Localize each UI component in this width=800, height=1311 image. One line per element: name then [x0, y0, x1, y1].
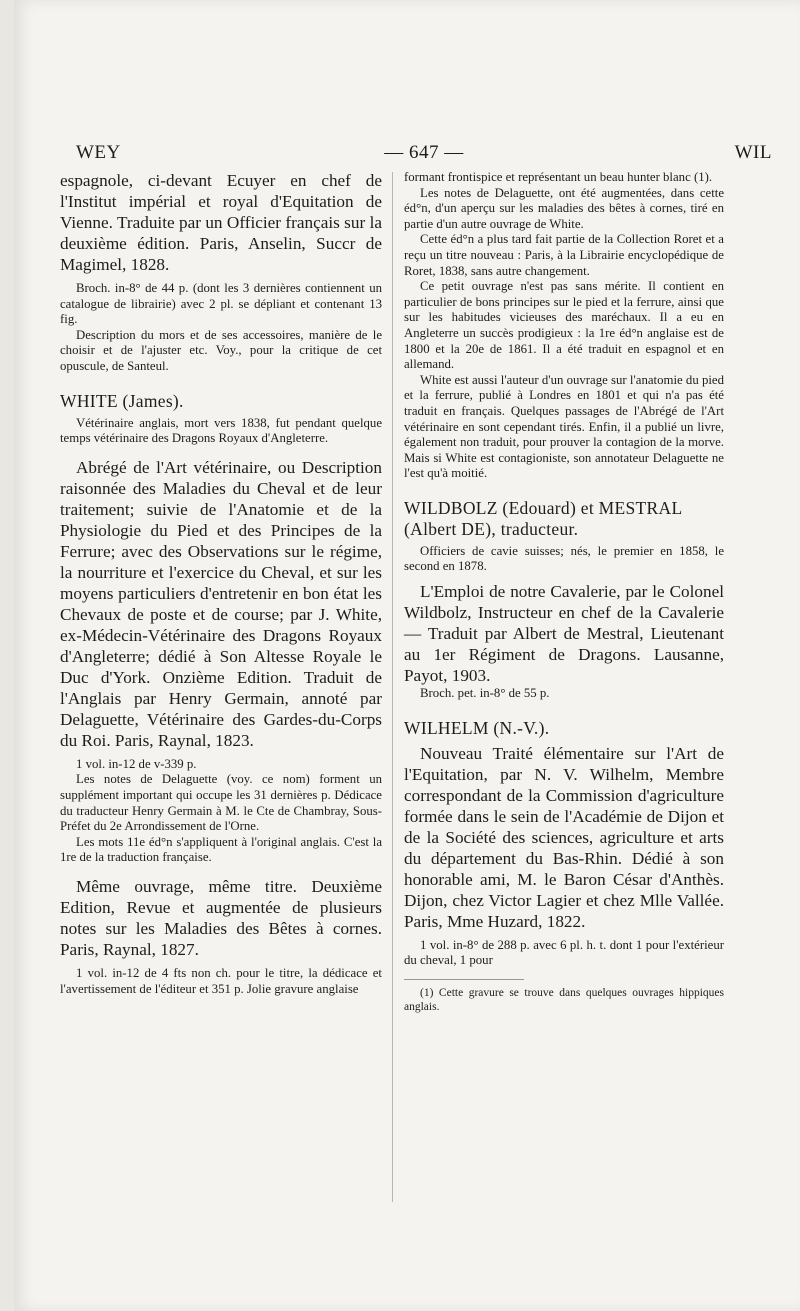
white-notes: Les notes de Delaguette (voy. ce nom) forment un supplément important qui occupe les 31 dernières p. Dédicace du traducteur Henry Germain à M. le Cte de Chambray, Sous-Préfet du 2e Arrondissement de l'Orne.	[60, 772, 382, 834]
footnote-rule	[404, 979, 524, 980]
meme-volume: 1 vol. in-12 de 4 fts non ch. pour le titre, la dédicace et l'avertissement de l'éditeur et 351 p. Jolie gravure anglaise	[60, 965, 382, 996]
notes-delaguette: Les notes de Delaguette, ont été augmentées, dans cette éd°n, d'un aperçu sur les maladies des bêtes à cornes, tiré en partie d'un autre ouvrage de White.	[404, 185, 724, 231]
notes-roret: Cette éd°n a plus tard fait partie de la Collection Roret et a reçu un titre nouveau : Paris, à la Librairie encyclopédique de Roret, 1838, sans autre changement.	[404, 232, 724, 278]
column-divider	[392, 172, 393, 1202]
right-column	[404, 170, 724, 1014]
footnote: (1) Cette gravure se trouve dans quelques ouvrages hippiques anglais.	[404, 986, 724, 1013]
wilhelm-heading: WILHELM (N.-V.).	[404, 717, 550, 738]
white-title: Abrégé de l'Art vétérinaire, ou Description raisonnée des Maladies du Cheval et de leur traitement; suivie de l'Anatomie et de la Physiologie du Pied et des Principes de la Ferrure; avec des Observations sur le régime, la nourriture et l'exercice du Cheval, et sur les moyens particuliers d'entretenir en bon état les Chevaux de poste et de course; par J. White, ex-Médecin-Vétérinaire des Dragons Royaux d'Angleterre; dédié à Son Altesse Royale le Duc d'York. Onzième Edition. Traduit de l'Anglais par Henry Germain, annoté par Delaguette, Vétérinaire des Gardes-du-Corps du Roi. Paris, Raynal, 1823.	[60, 457, 382, 750]
white-heading: WHITE (James).	[60, 390, 184, 411]
header-left: WEY	[76, 142, 121, 163]
continuation: formant frontispice et représentant un beau hunter blanc (1).	[404, 170, 713, 184]
white-volume: 1 vol. in-12 de v-339 p.	[76, 756, 197, 771]
wilhelm-volume: 1 vol. in-8° de 288 p. avec 6 pl. h. t. dont 1 pour l'extérieur du cheval, 1 pour	[404, 937, 724, 968]
wildbolz-bio: Officiers de cavie suisses; nés, le premier en 1858, le second en 1878.	[404, 543, 724, 574]
book-page	[14, 0, 800, 1311]
notes-merite: Ce petit ouvrage n'est pas sans mérite. Il contient en particulier de bons principes sur le pied et la ferrure, ainsi que sur les habitudes vicieuses des maréchaux. Il a eu en Angleterre un succès prodigieux : la 1re éd°n anglaise est de 1800 et la 20e de 1861. Il a été traduit en espagnol et en allemand.	[404, 279, 724, 372]
weyrother-entry-end: espagnole, ci-devant Ecuyer en chef de l'Institut impérial et royal d'Equitation de Vienne. Traduite par un Officier français sur la deuxième édition. Paris, Anselin, Succr de Magimel, 1828.	[60, 171, 382, 274]
wildbolz-broch: Broch. pet. in-8° de 55 p.	[420, 686, 550, 701]
wildbolz-heading: WILDBOLZ (Edouard) et MESTRAL (Albert DE), traducteur.	[404, 497, 682, 539]
left-column	[60, 170, 382, 997]
weyrother-broch: Broch. in-8° de 44 p. (dont les 3 dernières contiennent un catalogue de librairie) avec 2 pl. se dépliant et contenant 13 fig.	[60, 281, 382, 327]
notes-white-author: White est aussi l'auteur d'un ouvrage sur l'anatomie du pied et la ferrure, publié à Londres en 1801 et qui n'a pas été traduit en français. Quelques passages de l'Abrégé de l'Art vétérinaire en sont cependant tirés. Enfin, il a publié un livre, également non traduit, pour prouver la contagion de la morve. Mais si White est contagioniste, son annotateur Delaguette ne l'est qu'à moitié.	[404, 372, 724, 481]
meme-ouvrage: Même ouvrage, même titre. Deuxième Edition, Revue et augmentée de plusieurs notes sur les Maladies des Bêtes à cornes. Paris, Raynal, 1827.	[60, 876, 382, 959]
wilhelm-title: Nouveau Traité élémentaire sur l'Art de l'Equitation, par N. V. Wilhelm, Membre correspondant de la Commission d'agriculture formée dans le sein de l'Académie de Dijon et de la Société des sciences, agriculture et arts du département du Bas-Rhin. Dédié à son honorable ami, M. le Baron César d'Anthès. Dijon, chez Victor Lagier et chez Mlle Vallée. Paris, Mme Huzard, 1822.	[404, 743, 724, 931]
white-mots: Les mots 11e éd°n s'appliquent à l'original anglais. C'est la 1re de la traduction française.	[60, 834, 382, 865]
header-right: WIL	[734, 142, 772, 163]
running-head	[76, 142, 772, 172]
page-number: — 647 —	[384, 142, 464, 163]
white-bio: Vétérinaire anglais, mort vers 1838, fut pendant quelque temps vétérinaire des Dragons Royaux d'Angleterre.	[60, 415, 382, 446]
wildbolz-title: L'Emploi de notre Cavalerie, par le Colonel Wildbolz, Instructeur en chef de la Cavalerie — Traduit par Albert de Mestral, Lieutenant au 1er Régiment de Dragons. Lausanne, Payot, 1903.	[404, 582, 724, 686]
weyrother-description: Description du mors et de ses accessoires, manière de le choisir et de l'ajuster etc. Voy., pour la critique de cet opuscule, de Santeul.	[60, 327, 382, 373]
